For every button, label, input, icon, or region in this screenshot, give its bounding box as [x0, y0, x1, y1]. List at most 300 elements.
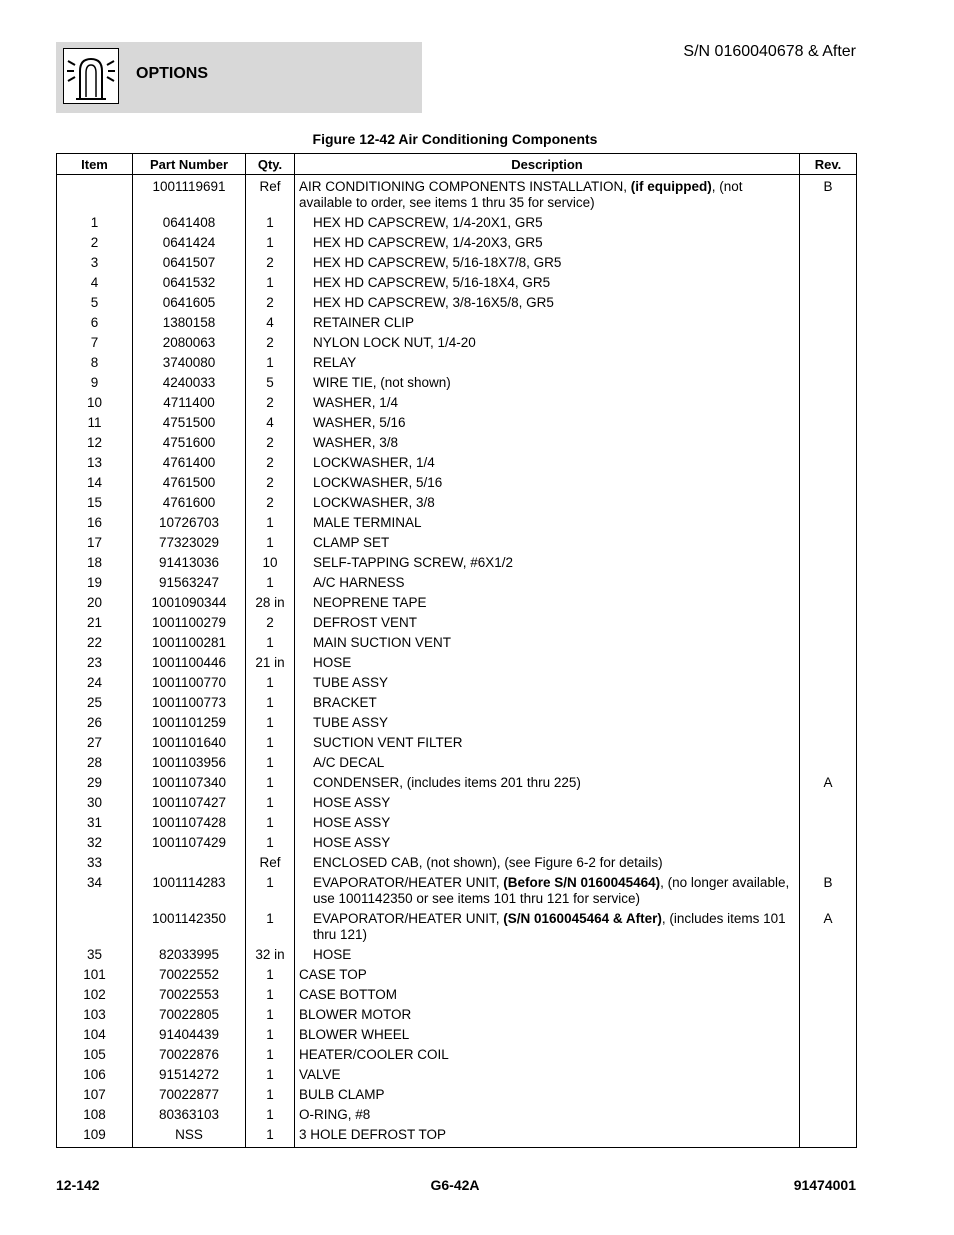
table-row: [57, 453, 857, 473]
part-number-cell: 1001114283: [133, 873, 246, 909]
rev-cell: [800, 793, 857, 813]
description-cell: [295, 553, 800, 573]
description-text: BRACKET: [313, 695, 377, 710]
description-text: BLOWER MOTOR: [299, 1007, 412, 1022]
table-row: [57, 965, 857, 985]
description-cell: [295, 493, 800, 513]
rev-cell: [800, 433, 857, 453]
item-cell: 8: [57, 353, 133, 373]
description-cell: [295, 293, 800, 313]
part-number-cell: 1001100446: [133, 653, 246, 673]
description-text: HEX HD CAPSCREW, 5/16-18X7/8, GR5: [313, 255, 562, 270]
description-cell: [295, 813, 800, 833]
rev-cell: [800, 573, 857, 593]
qty-cell: 4: [246, 413, 295, 433]
description-cell: [295, 773, 800, 793]
description-text: LOCKWASHER, 5/16: [313, 475, 443, 490]
description-text: HOSE: [313, 655, 352, 670]
description-emphasis: (if equipped): [630, 179, 712, 194]
item-cell: 26: [57, 713, 133, 733]
qty-cell: 1: [246, 909, 295, 945]
table-row: [57, 393, 857, 413]
table-row: [57, 833, 857, 853]
description-text: O-RING, #8: [299, 1107, 371, 1122]
item-cell: 15: [57, 493, 133, 513]
qty-cell: 1: [246, 533, 295, 553]
description-text: HOSE: [313, 947, 352, 962]
part-number-cell: 4751500: [133, 413, 246, 433]
qty-cell: 21 in: [246, 653, 295, 673]
description-cell: [295, 1005, 800, 1025]
item-cell: 21: [57, 613, 133, 633]
description-cell: [295, 253, 800, 273]
description-text: LOCKWASHER, 3/8: [313, 495, 435, 510]
part-number-cell: 1001107340: [133, 773, 246, 793]
part-number-cell: 1001101640: [133, 733, 246, 753]
description-text: MALE TERMINAL: [313, 515, 422, 530]
item-cell: 101: [57, 965, 133, 985]
part-number-cell: 1001100770: [133, 673, 246, 693]
rev-cell: [800, 253, 857, 273]
table-row: [57, 253, 857, 273]
table-row: [57, 1045, 857, 1065]
qty-cell: 1: [246, 773, 295, 793]
description-emphasis: (Before S/N 0160045464): [503, 875, 661, 890]
qty-cell: 1: [246, 713, 295, 733]
item-cell: 13: [57, 453, 133, 473]
description-text: , (includes items 101 thru 121): [313, 911, 786, 942]
column-header-rev: Rev.: [800, 154, 857, 175]
item-cell: 103: [57, 1005, 133, 1025]
item-cell: 16: [57, 513, 133, 533]
item-cell: 30: [57, 793, 133, 813]
qty-cell: 4: [246, 313, 295, 333]
description-cell: [295, 965, 800, 985]
description-cell: [295, 873, 800, 909]
description-cell: [295, 273, 800, 293]
part-number-cell: NSS: [133, 1125, 246, 1148]
part-number-cell: 0641507: [133, 253, 246, 273]
table-row: [57, 1025, 857, 1045]
item-cell: 2: [57, 233, 133, 253]
description-cell: [295, 613, 800, 633]
part-number-cell: 4761400: [133, 453, 246, 473]
table-row: [57, 653, 857, 673]
rev-cell: [800, 965, 857, 985]
document-number: 91474001: [793, 1177, 856, 1193]
qty-cell: Ref: [246, 175, 295, 214]
description-text: HEATER/COOLER COIL: [299, 1047, 449, 1062]
table-row: [57, 633, 857, 653]
part-number-cell: 0641532: [133, 273, 246, 293]
item-cell: 22: [57, 633, 133, 653]
description-cell: [295, 733, 800, 753]
item-cell: 27: [57, 733, 133, 753]
description-cell: [295, 653, 800, 673]
item-cell: 108: [57, 1105, 133, 1125]
qty-cell: 1: [246, 1085, 295, 1105]
description-cell: [295, 473, 800, 493]
description-text: CONDENSER, (includes items 201 thru 225): [313, 775, 581, 790]
description-text: HEX HD CAPSCREW, 5/16-18X4, GR5: [313, 275, 551, 290]
table-row: [57, 313, 857, 333]
description-cell: [295, 853, 800, 873]
rev-cell: [800, 473, 857, 493]
table-row: [57, 873, 857, 909]
rev-cell: [800, 1065, 857, 1085]
description-cell: [295, 793, 800, 813]
description-cell: [295, 333, 800, 353]
rev-cell: [800, 1005, 857, 1025]
table-row: [57, 573, 857, 593]
table-row: [57, 985, 857, 1005]
description-text: 3 HOLE DEFROST TOP: [299, 1127, 447, 1142]
description-text: A/C HARNESS: [313, 575, 405, 590]
part-number-cell: 4761500: [133, 473, 246, 493]
description-cell: [295, 1125, 800, 1148]
rev-cell: [800, 333, 857, 353]
part-number-cell: 80363103: [133, 1105, 246, 1125]
qty-cell: 10: [246, 553, 295, 573]
description-cell: [295, 1025, 800, 1045]
table-row: [57, 213, 857, 233]
table-row: [57, 273, 857, 293]
rev-cell: [800, 593, 857, 613]
description-cell: [295, 353, 800, 373]
description-cell: [295, 753, 800, 773]
rev-cell: [800, 353, 857, 373]
rev-cell: [800, 533, 857, 553]
rev-cell: [800, 613, 857, 633]
description-text: HEX HD CAPSCREW, 3/8-16X5/8, GR5: [313, 295, 554, 310]
rev-cell: [800, 553, 857, 573]
part-number-cell: 1001107427: [133, 793, 246, 813]
rev-cell: [800, 273, 857, 293]
description-cell: [295, 233, 800, 253]
column-header-item: Item: [57, 154, 133, 175]
description-cell: [295, 175, 800, 214]
description-text: LOCKWASHER, 1/4: [313, 455, 435, 470]
rev-cell: [800, 733, 857, 753]
rev-cell: [800, 753, 857, 773]
description-text: DEFROST VENT: [313, 615, 418, 630]
item-cell: 23: [57, 653, 133, 673]
item-cell: 109: [57, 1125, 133, 1148]
qty-cell: 2: [246, 333, 295, 353]
description-cell: [295, 713, 800, 733]
rev-cell: [800, 813, 857, 833]
rev-cell: [800, 833, 857, 853]
rev-cell: [800, 393, 857, 413]
description-cell: [295, 1045, 800, 1065]
qty-cell: 1: [246, 673, 295, 693]
description-emphasis: (S/N 0160045464 & After): [503, 911, 662, 926]
part-number-cell: 10726703: [133, 513, 246, 533]
rev-cell: [800, 213, 857, 233]
description-cell: [295, 1105, 800, 1125]
part-number-cell: 1001107428: [133, 813, 246, 833]
qty-cell: 1: [246, 1005, 295, 1025]
item-cell: 104: [57, 1025, 133, 1045]
qty-cell: 1: [246, 985, 295, 1005]
description-cell: [295, 453, 800, 473]
qty-cell: 1: [246, 633, 295, 653]
description-cell: [295, 1065, 800, 1085]
rev-cell: [800, 513, 857, 533]
item-cell: 25: [57, 693, 133, 713]
description-text: HOSE ASSY: [313, 835, 391, 850]
qty-cell: 2: [246, 253, 295, 273]
qty-cell: 1: [246, 793, 295, 813]
description-text: EVAPORATOR/HEATER UNIT,: [313, 911, 504, 926]
qty-cell: 32 in: [246, 945, 295, 965]
part-number-cell: 91514272: [133, 1065, 246, 1085]
item-cell: 18: [57, 553, 133, 573]
description-cell: [295, 633, 800, 653]
item-cell: 105: [57, 1045, 133, 1065]
description-cell: [295, 573, 800, 593]
parts-table: [56, 153, 857, 1148]
table-row: [57, 693, 857, 713]
part-number-cell: 1001119691: [133, 175, 246, 214]
description-text: BULB CLAMP: [299, 1087, 385, 1102]
part-number-cell: 1001103956: [133, 753, 246, 773]
rev-cell: [800, 1025, 857, 1045]
part-number-cell: 1001107429: [133, 833, 246, 853]
description-text: TUBE ASSY: [313, 675, 389, 690]
qty-cell: 1: [246, 1105, 295, 1125]
table-row: [57, 413, 857, 433]
column-header-description: Description: [295, 154, 800, 175]
description-text: HOSE ASSY: [313, 795, 391, 810]
description-text: WASHER, 1/4: [313, 395, 399, 410]
table-row: [57, 713, 857, 733]
qty-cell: 1: [246, 1125, 295, 1148]
qty-cell: 1: [246, 813, 295, 833]
part-number-cell: 2080063: [133, 333, 246, 353]
qty-cell: 2: [246, 393, 295, 413]
item-cell: 4: [57, 273, 133, 293]
description-text: , (no longer available, use 1001142350 or see items 101 thru 121 for service): [313, 875, 790, 906]
part-number-cell: 70022553: [133, 985, 246, 1005]
description-text: CASE TOP: [299, 967, 367, 982]
part-number-cell: 0641424: [133, 233, 246, 253]
part-number-cell: 1001100773: [133, 693, 246, 713]
rev-cell: A: [800, 909, 857, 945]
item-cell: 10: [57, 393, 133, 413]
rev-cell: [800, 633, 857, 653]
rev-cell: [800, 985, 857, 1005]
beacon-light-icon: [63, 48, 119, 104]
description-cell: [295, 693, 800, 713]
description-text: RETAINER CLIP: [313, 315, 415, 330]
part-number-cell: 70022877: [133, 1085, 246, 1105]
parts-table-body: [57, 175, 857, 1148]
table-row: [57, 493, 857, 513]
part-number-cell: 82033995: [133, 945, 246, 965]
table-row: [57, 553, 857, 573]
table-row: [57, 1005, 857, 1025]
qty-cell: 1: [246, 733, 295, 753]
part-number-cell: 0641408: [133, 213, 246, 233]
table-row: [57, 513, 857, 533]
description-text: WASHER, 5/16: [313, 415, 406, 430]
description-cell: [295, 833, 800, 853]
part-number-cell: 77323029: [133, 533, 246, 553]
table-row: [57, 1065, 857, 1085]
rev-cell: [800, 673, 857, 693]
qty-cell: 1: [246, 353, 295, 373]
qty-cell: 2: [246, 493, 295, 513]
part-number-cell: 4240033: [133, 373, 246, 393]
table-row: [57, 1085, 857, 1105]
item-cell: 20: [57, 593, 133, 613]
part-number-cell: 1001101259: [133, 713, 246, 733]
qty-cell: 1: [246, 273, 295, 293]
item-cell: 19: [57, 573, 133, 593]
rev-cell: [800, 313, 857, 333]
part-number-cell: 1001142350: [133, 909, 246, 945]
description-text: ENCLOSED CAB, (not shown), (see Figure 6-2 for details): [313, 855, 663, 870]
description-cell: [295, 533, 800, 553]
item-cell: 107: [57, 1085, 133, 1105]
description-text: TUBE ASSY: [313, 715, 389, 730]
part-number-cell: 0641605: [133, 293, 246, 313]
description-cell: [295, 433, 800, 453]
description-text: , (not available to order, see items 1 thru 35 for service): [299, 179, 743, 210]
rev-cell: A: [800, 773, 857, 793]
rev-cell: [800, 1085, 857, 1105]
qty-cell: 2: [246, 473, 295, 493]
qty-cell: 2: [246, 453, 295, 473]
item-cell: 32: [57, 833, 133, 853]
qty-cell: 1: [246, 833, 295, 853]
part-number-cell: 1001100281: [133, 633, 246, 653]
table-row: [57, 945, 857, 965]
qty-cell: 1: [246, 213, 295, 233]
rev-cell: [800, 1125, 857, 1148]
description-cell: [295, 373, 800, 393]
part-number-cell: 70022552: [133, 965, 246, 985]
item-cell: 6: [57, 313, 133, 333]
description-text: AIR CONDITIONING COMPONENTS INSTALLATION,: [299, 179, 631, 194]
qty-cell: 2: [246, 433, 295, 453]
description-text: HEX HD CAPSCREW, 1/4-20X3, GR5: [313, 235, 543, 250]
description-text: MAIN SUCTION VENT: [313, 635, 452, 650]
part-number-cell: 91563247: [133, 573, 246, 593]
qty-cell: 1: [246, 1065, 295, 1085]
table-row: [57, 909, 857, 945]
qty-cell: 1: [246, 513, 295, 533]
description-text: CLAMP SET: [313, 535, 390, 550]
rev-cell: [800, 453, 857, 473]
qty-cell: 2: [246, 293, 295, 313]
rev-cell: [800, 653, 857, 673]
qty-cell: Ref: [246, 853, 295, 873]
rev-cell: B: [800, 175, 857, 214]
table-row: [57, 1125, 857, 1148]
description-text: NEOPRENE TAPE: [313, 595, 427, 610]
model-number: G6-42A: [430, 1177, 480, 1193]
part-number-cell: 1001090344: [133, 593, 246, 613]
rev-cell: [800, 693, 857, 713]
table-row: [57, 373, 857, 393]
item-cell: 28: [57, 753, 133, 773]
table-row: [57, 793, 857, 813]
table-row: [57, 473, 857, 493]
rev-cell: [800, 373, 857, 393]
rev-cell: [800, 1105, 857, 1125]
part-number-cell: 91413036: [133, 553, 246, 573]
qty-cell: 5: [246, 373, 295, 393]
description-cell: [295, 213, 800, 233]
description-cell: [295, 1085, 800, 1105]
rev-cell: [800, 413, 857, 433]
description-text: CASE BOTTOM: [299, 987, 398, 1002]
qty-cell: 1: [246, 1045, 295, 1065]
rev-cell: B: [800, 873, 857, 909]
description-text: EVAPORATOR/HEATER UNIT,: [313, 875, 504, 890]
item-cell: 106: [57, 1065, 133, 1085]
table-row: [57, 853, 857, 873]
description-cell: [295, 313, 800, 333]
item-cell: 1: [57, 213, 133, 233]
table-row: [57, 733, 857, 753]
part-number-cell: 4751600: [133, 433, 246, 453]
qty-cell: 1: [246, 1025, 295, 1045]
item-cell: [57, 909, 133, 945]
table-row: [57, 1105, 857, 1125]
description-text: VALVE: [299, 1067, 341, 1082]
part-number-cell: 1380158: [133, 313, 246, 333]
item-cell: 7: [57, 333, 133, 353]
rev-cell: [800, 853, 857, 873]
qty-cell: 1: [246, 753, 295, 773]
rev-cell: [800, 945, 857, 965]
description-cell: [295, 673, 800, 693]
part-number-cell: 91404439: [133, 1025, 246, 1045]
item-cell: 34: [57, 873, 133, 909]
column-header-qty: Qty.: [246, 154, 295, 175]
qty-cell: 28 in: [246, 593, 295, 613]
part-number-cell: 4711400: [133, 393, 246, 413]
item-cell: 102: [57, 985, 133, 1005]
qty-cell: 2: [246, 613, 295, 633]
description-cell: [295, 985, 800, 1005]
description-cell: [295, 413, 800, 433]
part-number-cell: 3740080: [133, 353, 246, 373]
description-text: A/C DECAL: [313, 755, 385, 770]
table-row: [57, 293, 857, 313]
description-cell: [295, 945, 800, 965]
part-number-cell: 4761600: [133, 493, 246, 513]
item-cell: 29: [57, 773, 133, 793]
description-text: RELAY: [313, 355, 357, 370]
part-number-cell: 70022805: [133, 1005, 246, 1025]
item-cell: 24: [57, 673, 133, 693]
description-text: WASHER, 3/8: [313, 435, 399, 450]
table-row: [57, 175, 857, 214]
rev-cell: [800, 293, 857, 313]
qty-cell: 1: [246, 233, 295, 253]
rev-cell: [800, 713, 857, 733]
section-title: OPTIONS: [136, 65, 209, 82]
description-text: WIRE TIE, (not shown): [313, 375, 451, 390]
description-text: SELF-TAPPING SCREW, #6X1/2: [313, 555, 514, 570]
rev-cell: [800, 493, 857, 513]
rev-cell: [800, 1045, 857, 1065]
qty-cell: 1: [246, 965, 295, 985]
